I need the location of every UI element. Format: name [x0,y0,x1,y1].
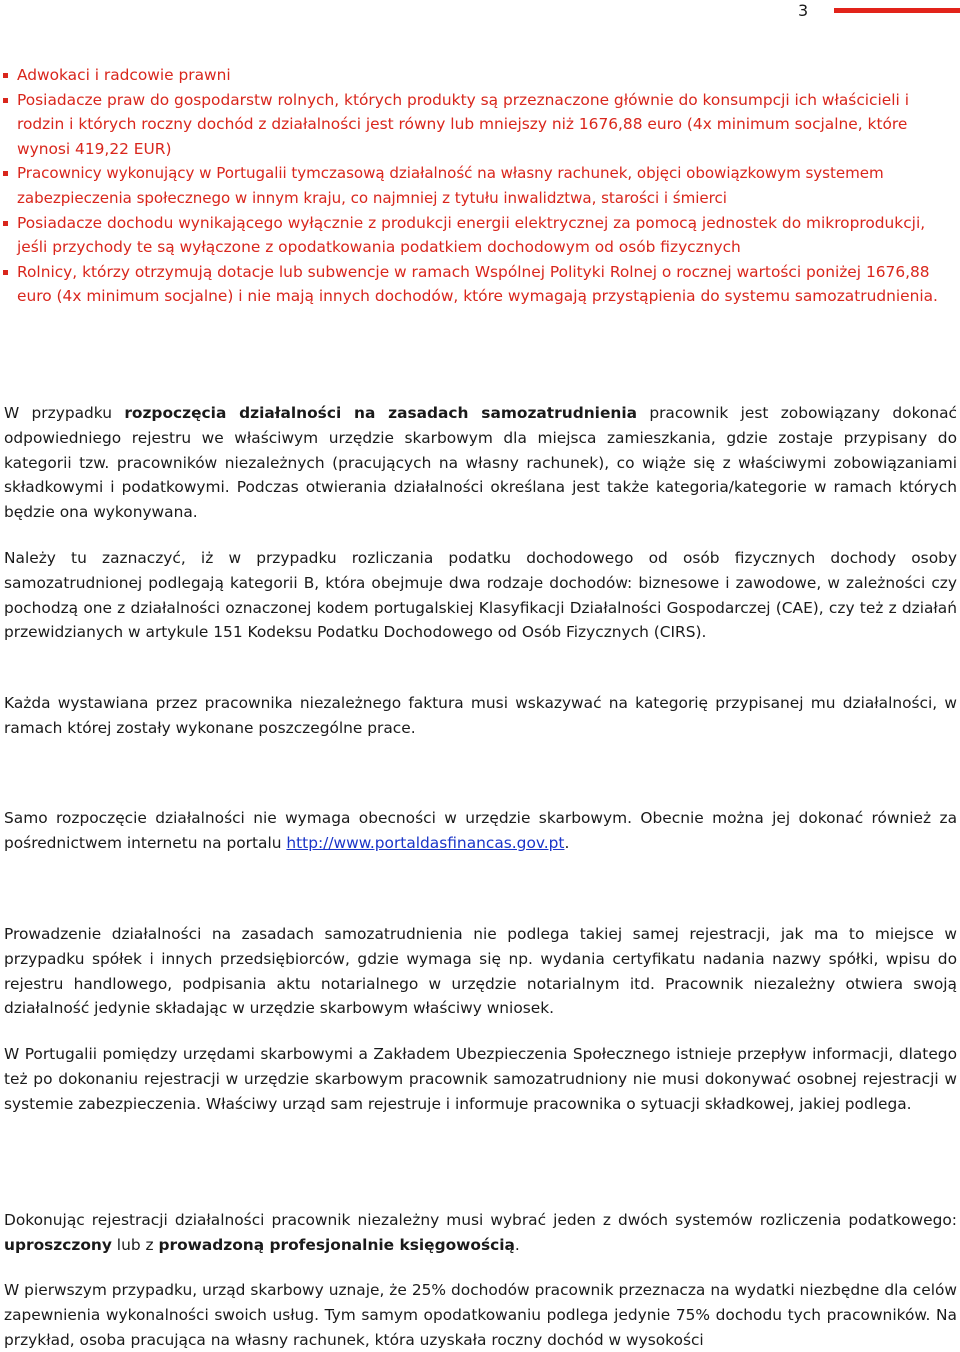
bullet-item [0,260,960,309]
square-bullet-icon [3,270,8,275]
text-run: pracownik jest zobowiązany dokonać odpowiedniego rejestru we właściwym urzędzie skarbowym dla miejsca zamieszkania, gdzie zostaje przypisany do kategorii tzw. pracowników niezależnych (pracujących na własny rachunek), co wiąże się z właściwymi zobowiązaniami składkowymi i podatkowymi. Podczas otwierania działalności określana jest także kategoria/kategorie w ramach których będzie ona wykonywana. [4,404,957,522]
bullet-text: Posiadacze dochodu wynikającego wyłącznie z produkcji energii elektrycznej za pomocą jednostek do mikroprodukcji, jeśli przychody te są wyłączone z opodatkowania podatkiem dochodowym od osób fizycznych [17,213,926,257]
bullet-item [0,161,960,210]
bullet-item [0,88,960,162]
bold-phrase: uproszczony [4,1235,112,1254]
bullet-item [0,211,960,260]
square-bullet-icon [3,98,8,103]
text-run: . [514,1235,520,1254]
bold-phrase: prowadzoną profesjonalnie księgowością [158,1235,515,1254]
header-red-rule [834,8,960,13]
text-run: W przypadku [4,404,125,422]
bullet-text: Posiadacze praw do gospodarstw rolnych, których produkty są przeznaczone głównie do konsumpcji ich właścicieli i rodzin i których roczny dochód z działalności jest równy lub mniejszy niż 1676,88 euro (4x minimum socjalne, które wynosi 419,22 EUR) [17,90,909,158]
square-bullet-icon [3,73,8,78]
paragraph-tax-systems [4,1208,957,1258]
text-run: Samo rozpoczęcie działalności nie wymaga obecności w urzędzie skarbowym. Obecnie można jej dokonać również za pośrednictwem internetu na portalu [4,809,957,852]
portal-link[interactable]: http://www.portaldasfinancas.gov.pt [286,833,565,852]
square-bullet-icon [3,221,8,226]
bullet-text: Pracownicy wykonujący w Portugalii tymczasową działalność na własny rachunek, objęci obowiązkowym systemem zabezpieczenia społecznego w innym kraju, co najmniej z tytułu inwalidztwa, starości i śmierci [17,164,884,207]
text-run: . [564,833,570,852]
text-run: Dokonując rejestracji działalności pracownik niezależny musi wybrać jeden z dwóch systemów rozliczenia podatkowego: [4,1211,957,1229]
paragraph-invoice: Każda wystawiana przez pracownika niezależnego faktura musi wskazywać na kategorię przypisanej mu działalności, w ramach której zostały wykonane poszczególne prace. [4,694,957,737]
square-bullet-icon [3,171,8,176]
page-number: 3 [798,1,809,20]
paragraph-social-security: W Portugalii pomiędzy urzędami skarbowymi a Zakładem Ubezpieczenia Społecznego istnieje przepływ informacji, dlatego też po dokonaniu rejestracji w urzędzie skarbowym pracownik samozatrudniony nie musi dokonywać osobnej rejestracji w systemie zabezpieczenia. Właściwy urząd sam rejestruje i informuje pracownika o sytuacji składkowej, jakiej podlega. [4,1045,957,1113]
bullet-text: Adwokaci i radcowie prawni [17,66,231,84]
paragraph-simplified-system: W pierwszym przypadku, urząd skarbowy uznaje, że 25% dochodów pracownik przeznacza na wydatki niezbędne dla celów zapewnienia wykonalności swoich usług. Tym samym opodatkowaniu podlega jedynie 75% dochodu tych pracowników. Na przykład, osoba pracująca na własny rachunek, która uzyskała roczny dochód w wysokości [4,1281,957,1349]
bullet-item [0,63,960,88]
bullet-text: Rolnicy, którzy otrzymują dotacje lub subwencje w ramach Wspólnej Polityki Rolnej o rocznej wartości poniżej 1676,88 euro (4x minimum socjalne) i nie mają innych dochodów, które wymagają przystąpienia do systemu samozatrudnienia. [17,262,938,306]
bold-phrase: rozpoczęcia działalności na zasadach samozatrudnienia [124,404,638,422]
paragraph-online-registration [4,806,957,856]
text-run: lub z [111,1235,159,1254]
paragraph-income-category: Należy tu zaznaczyć, iż w przypadku rozliczania podatku dochodowego od osób fizycznych dochody osoby samozatrudnionej podlegają kategorii B, która obejmuje dwa rodzaje dochodów: biznesowe i zawodowe, w zależności czy pochodzą one z działalności oznaczonej kodem portugalskiej Klasyfikacji Działalności Gospodarczej (CAE), czy też z działań przewidzianych w artykule 151 Kodeksu Podatku Dochodowego od Osób Fizycznych (CIRS). [4,549,957,642]
eligibility-bullet-list [0,63,960,309]
paragraph-no-company-registration: Prowadzenie działalności na zasadach samozatrudnienia nie podlega takiej samej rejestracji, jak ma to miejsce w przypadku spółek i innych przedsiębiorców, gdzie wymaga się np. wydania certyfikatu nadania nazwy spółki, wpisu do rejestru handlowego, podpisania aktu notarialnego w urzędzie notarialnym itd. Pracownik niezależny otwiera swoją działalność jedynie składając w urzędzie skarbowym właściwy wniosek. [4,925,957,1018]
paragraph-registration [4,401,957,525]
